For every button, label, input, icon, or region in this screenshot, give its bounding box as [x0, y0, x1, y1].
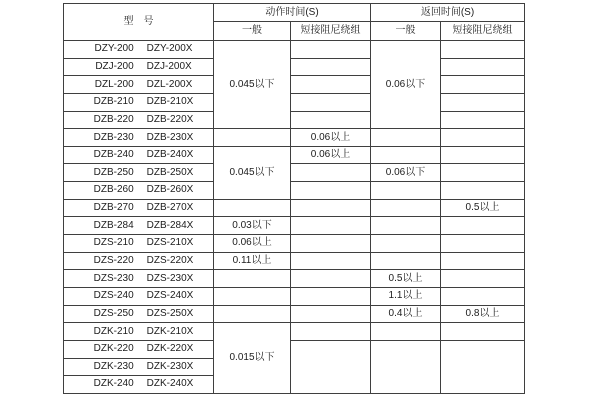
return-damping-cell: [441, 147, 525, 165]
return-damping-cell: [441, 235, 525, 253]
spec-table: [63, 3, 525, 394]
model-cell: [64, 76, 214, 94]
model-name-x: DZK-210X: [146, 325, 194, 337]
model-name-x: DZB-270X: [146, 202, 194, 214]
model-name: DZK-210: [93, 325, 134, 337]
model-name: DZB-240: [93, 149, 134, 161]
model-name: DZK-230: [93, 360, 134, 372]
return-general-cell: [371, 147, 441, 165]
return-damping-cell: [441, 59, 525, 77]
model-cell: [64, 41, 214, 59]
model-name-x: DZS-220X: [146, 255, 194, 266]
header-action-general: 一般: [214, 22, 291, 41]
return-damping-cell: [441, 182, 525, 200]
model-cell: [64, 323, 214, 341]
action-general-cell: 0.045以下: [214, 41, 291, 129]
model-name-x: DZB-230X: [146, 131, 194, 143]
model-name-x: DZK-220X: [146, 343, 194, 355]
model-cell: [64, 288, 214, 306]
return-damping-cell: 0.8以上: [441, 306, 525, 324]
return-general-cell: [371, 217, 441, 235]
action-damping-cell: 0.06以上: [291, 147, 371, 165]
return-damping-cell: [441, 270, 525, 288]
header-return-damping: 短接阻尼绕组: [441, 22, 525, 41]
action-damping-cell: [291, 288, 371, 306]
return-general-cell: [371, 235, 441, 253]
return-damping-cell: [441, 288, 525, 306]
model-name: DZK-240: [93, 378, 134, 390]
model-name: DZB-284: [93, 219, 134, 231]
model-cell: [64, 217, 214, 235]
return-damping-cell: [441, 253, 525, 271]
model-name: DZB-210: [93, 96, 134, 108]
model-name-x: DZB-220X: [146, 113, 194, 125]
action-damping-cell: 0.06以上: [291, 129, 371, 147]
return-general-cell: [371, 323, 441, 341]
header-return-time: 返回时间(S): [371, 4, 525, 22]
header-return-general: 一般: [371, 22, 441, 41]
action-damping-cell: [291, 59, 371, 77]
model-name: DZB-220: [93, 113, 134, 125]
model-cell: [64, 376, 214, 394]
action-general-cell: 0.03以下: [214, 217, 291, 235]
action-damping-cell: [291, 164, 371, 182]
action-general-cell: 0.045以下: [214, 147, 291, 200]
model-cell: [64, 147, 214, 165]
model-name-x: DZK-230X: [146, 360, 194, 372]
return-general-cell: [371, 341, 441, 394]
model-name: DZB-250: [93, 166, 134, 178]
model-name: DZL-200: [94, 78, 134, 90]
model-name: DZB-260: [93, 184, 134, 196]
model-name-x: DZY-200X: [146, 43, 193, 55]
model-name-x: DZS-240X: [146, 290, 194, 302]
action-damping-cell: [291, 323, 371, 341]
action-general-cell: [214, 270, 291, 288]
return-general-cell: [371, 182, 441, 200]
return-damping-cell: [441, 94, 525, 112]
header-action-time: 动作时间(S): [214, 4, 371, 22]
model-name: DZY-200: [94, 43, 134, 55]
model-name: DZJ-200: [95, 60, 134, 72]
header-model: 型 号: [64, 4, 214, 41]
model-cell: [64, 200, 214, 218]
return-damping-cell: 0.5以上: [441, 200, 525, 218]
model-name: DZS-220: [93, 255, 134, 266]
action-damping-cell: [291, 341, 371, 394]
model-cell: [64, 359, 214, 377]
return-damping-cell: [441, 323, 525, 341]
model-cell: [64, 341, 214, 359]
model-name: DZS-230: [93, 272, 134, 284]
action-damping-cell: [291, 200, 371, 218]
model-cell: [64, 182, 214, 200]
return-general-cell: 0.06以下: [371, 164, 441, 182]
return-damping-cell: [441, 341, 525, 394]
return-damping-cell: [441, 164, 525, 182]
model-cell: [64, 94, 214, 112]
model-name-x: DZB-250X: [146, 166, 194, 178]
return-damping-cell: [441, 112, 525, 130]
action-damping-cell: [291, 41, 371, 59]
return-damping-cell: [441, 76, 525, 94]
action-general-cell: [214, 129, 291, 147]
action-general-cell: [214, 306, 291, 324]
model-cell: [64, 235, 214, 253]
action-damping-cell: [291, 217, 371, 235]
model-name-x: DZS-250X: [146, 307, 194, 319]
return-general-cell: [371, 200, 441, 218]
return-general-cell: [371, 129, 441, 147]
model-name: DZS-250: [93, 307, 134, 319]
action-damping-cell: [291, 94, 371, 112]
model-cell: [64, 59, 214, 77]
return-damping-cell: [441, 129, 525, 147]
action-damping-cell: [291, 270, 371, 288]
return-general-cell: 0.4以上: [371, 306, 441, 324]
model-name-x: DZB-284X: [146, 219, 194, 231]
model-name: DZS-240: [93, 290, 134, 302]
model-name: DZB-270: [93, 202, 134, 214]
return-general-cell: 1.1以上: [371, 288, 441, 306]
model-name-x: DZJ-200X: [146, 60, 192, 72]
model-name-x: DZB-260X: [146, 184, 194, 196]
model-name: DZK-220: [93, 343, 134, 355]
return-general-cell: [371, 253, 441, 271]
action-damping-cell: [291, 182, 371, 200]
model-cell: [64, 164, 214, 182]
model-cell: [64, 270, 214, 288]
model-cell: [64, 129, 214, 147]
action-damping-cell: [291, 306, 371, 324]
model-name-x: DZS-210X: [146, 237, 194, 249]
model-cell: [64, 306, 214, 324]
action-general-cell: 0.06以上: [214, 235, 291, 253]
header-action-damping: 短接阻尼绕组: [291, 22, 371, 41]
action-damping-cell: [291, 112, 371, 130]
action-damping-cell: [291, 235, 371, 253]
model-name-x: DZL-200X: [146, 78, 193, 90]
action-general-cell: 0.015以下: [214, 323, 291, 394]
model-name-x: DZK-240X: [146, 378, 194, 390]
action-general-cell: [214, 288, 291, 306]
return-general-cell: 0.06以下: [371, 41, 441, 129]
action-damping-cell: [291, 76, 371, 94]
return-damping-cell: [441, 41, 525, 59]
model-name-x: DZS-230X: [146, 272, 194, 284]
model-cell: [64, 253, 214, 271]
model-name-x: DZB-210X: [146, 96, 194, 108]
return-damping-cell: [441, 217, 525, 235]
return-general-cell: 0.5以上: [371, 270, 441, 288]
action-general-cell: 0.11以上: [214, 253, 291, 271]
action-general-cell: [214, 200, 291, 218]
model-cell: [64, 112, 214, 130]
model-name-x: DZB-240X: [146, 149, 194, 161]
model-name: DZS-210: [93, 237, 134, 249]
model-name: DZB-230: [93, 131, 134, 143]
action-damping-cell: [291, 253, 371, 271]
